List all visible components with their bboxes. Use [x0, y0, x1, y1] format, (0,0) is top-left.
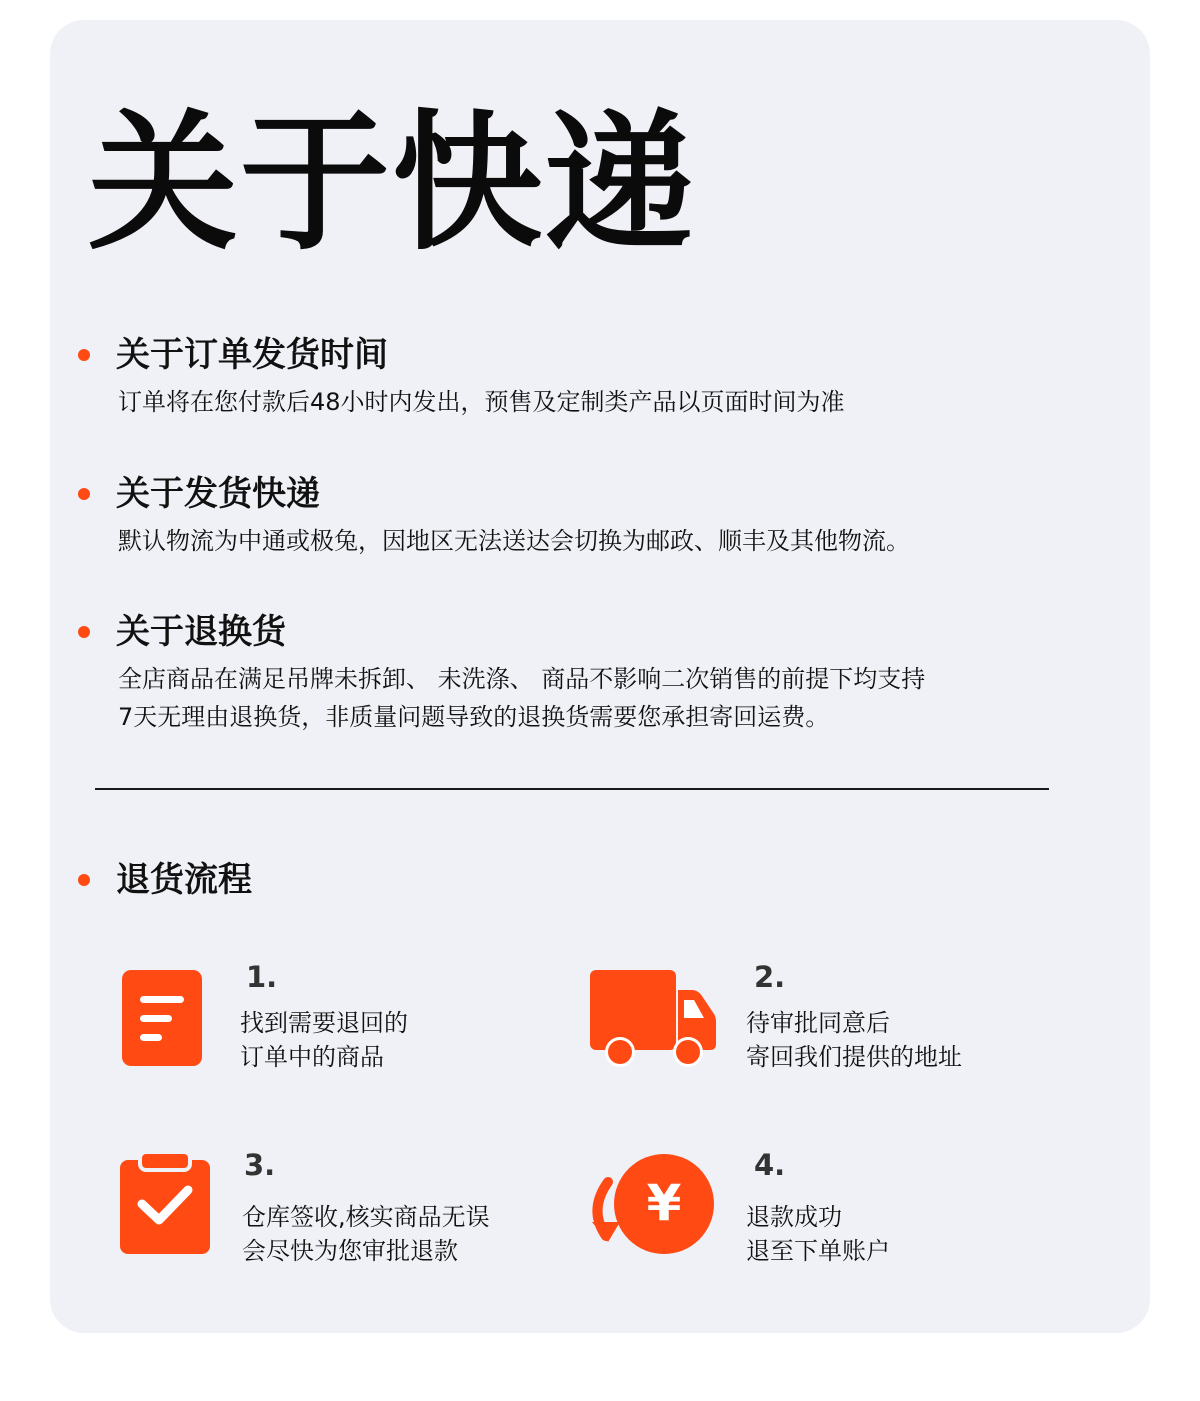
section-title: 关于发货快递: [116, 474, 320, 514]
step-text: 退款成功 退至下单账户: [746, 1203, 890, 1265]
section-title: 退货流程: [116, 860, 252, 900]
return-step-2: [588, 958, 1008, 1078]
return-step-1: [120, 958, 540, 1078]
section-title: 关于退换货: [116, 612, 286, 652]
yuan-refund-icon: [580, 1152, 720, 1256]
document-list-icon: [120, 968, 204, 1072]
delivery-truck-icon: [588, 968, 718, 1072]
step-number: 1.: [246, 960, 278, 994]
step-number: 3.: [244, 1148, 276, 1182]
section-description: 全店商品在满足吊牌未拆卸、 未洗涤、 商品不影响二次销售的前提下均支持 7天无理由退换货，非质量问题导致的退换货需要您承担寄回运费。: [118, 665, 926, 731]
page-title: 关于快递: [88, 97, 697, 271]
section-divider: [95, 788, 1049, 790]
step-text: 找到需要退回的 订单中的商品: [240, 1009, 408, 1071]
yuan-glyph: ¥: [646, 1174, 682, 1232]
step-text: 待审批同意后 寄回我们提供的地址: [746, 1009, 962, 1071]
bullet-dot: [78, 488, 90, 500]
bullet-dot: [78, 874, 90, 886]
return-step-3: [118, 1148, 538, 1268]
section-description: 订单将在您付款后48小时内发出，预售及定制类产品以页面时间为准: [118, 388, 845, 416]
return-step-4: [580, 1148, 1000, 1268]
section-title: 关于订单发货时间: [116, 335, 388, 375]
bullet-dot: [78, 349, 90, 361]
step-number: 4.: [754, 1148, 786, 1182]
step-number: 2.: [754, 960, 786, 994]
clipboard-check-icon: [118, 1152, 212, 1260]
bullet-dot: [78, 626, 90, 638]
section-description: 默认物流为中通或极兔，因地区无法送达会切换为邮政、顺丰及其他物流。: [118, 527, 910, 555]
step-text: 仓库签收,核实商品无误 会尽快为您审批退款: [242, 1203, 490, 1265]
